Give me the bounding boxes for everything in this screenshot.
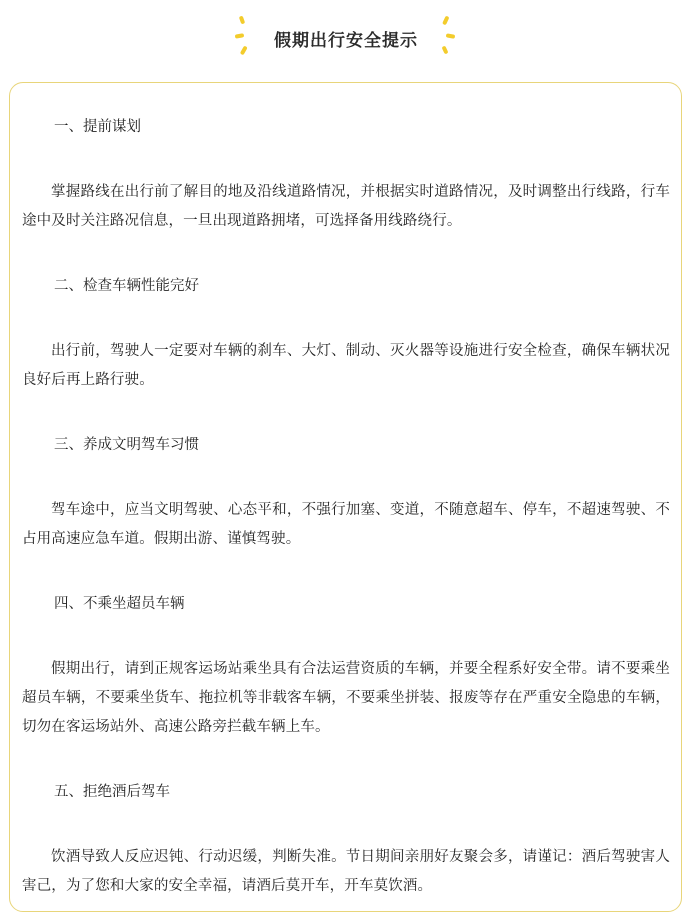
section-heading: 三、养成文明驾车习惯 bbox=[54, 437, 199, 453]
section-paragraph: 出行前，驾驶人一定要对车辆的刹车、大灯、制动、灭火器等设施进行安全检查，确保车辆状况良好后再上路行驶。 bbox=[22, 343, 670, 388]
section-heading: 一、提前谋划 bbox=[54, 119, 141, 135]
section-paragraph: 驾车途中，应当文明驾驶、心态平和，不强行加塞、变道，不随意超车、停车，不超速驾驶、不占用高速应急车道。假期出游、谨慎驾驶。 bbox=[22, 502, 670, 547]
section-paragraph: 假期出行，请到正规客运场站乘坐具有合法运营资质的车辆，并要全程系好安全带。请不要乘坐超员车辆，不要乘坐货车、拖拉机等非载客车辆，不要乘坐拼装、报废等存在严重安全隐患的车辆，切勿在客运场站外、高速公路旁拦截车辆上车。 bbox=[22, 661, 670, 735]
header bbox=[0, 14, 692, 58]
section-paragraph: 饮酒导致人反应迟钝、行动迟缓，判断失准。节日期间亲朋好友聚会多，请谨记：酒后驾驶害人害己，为了您和大家的安全幸福，请酒后莫开车，开车莫饮酒。 bbox=[22, 849, 670, 894]
page-title: 假期出行安全提示 bbox=[274, 31, 418, 51]
section-heading: 二、检查车辆性能完好 bbox=[54, 278, 199, 294]
section-paragraph: 掌握路线在出行前了解目的地及沿线道路情况，并根据实时道路情况，及时调整出行线路，行车途中及时关注路况信息，一旦出现道路拥堵，可选择备用线路绕行。 bbox=[22, 184, 670, 229]
section-heading: 四、不乘坐超员车辆 bbox=[54, 596, 185, 612]
article-body bbox=[22, 113, 670, 901]
section-heading: 五、拒绝酒后驾车 bbox=[54, 784, 170, 800]
sparkle-right-icon bbox=[432, 14, 458, 58]
